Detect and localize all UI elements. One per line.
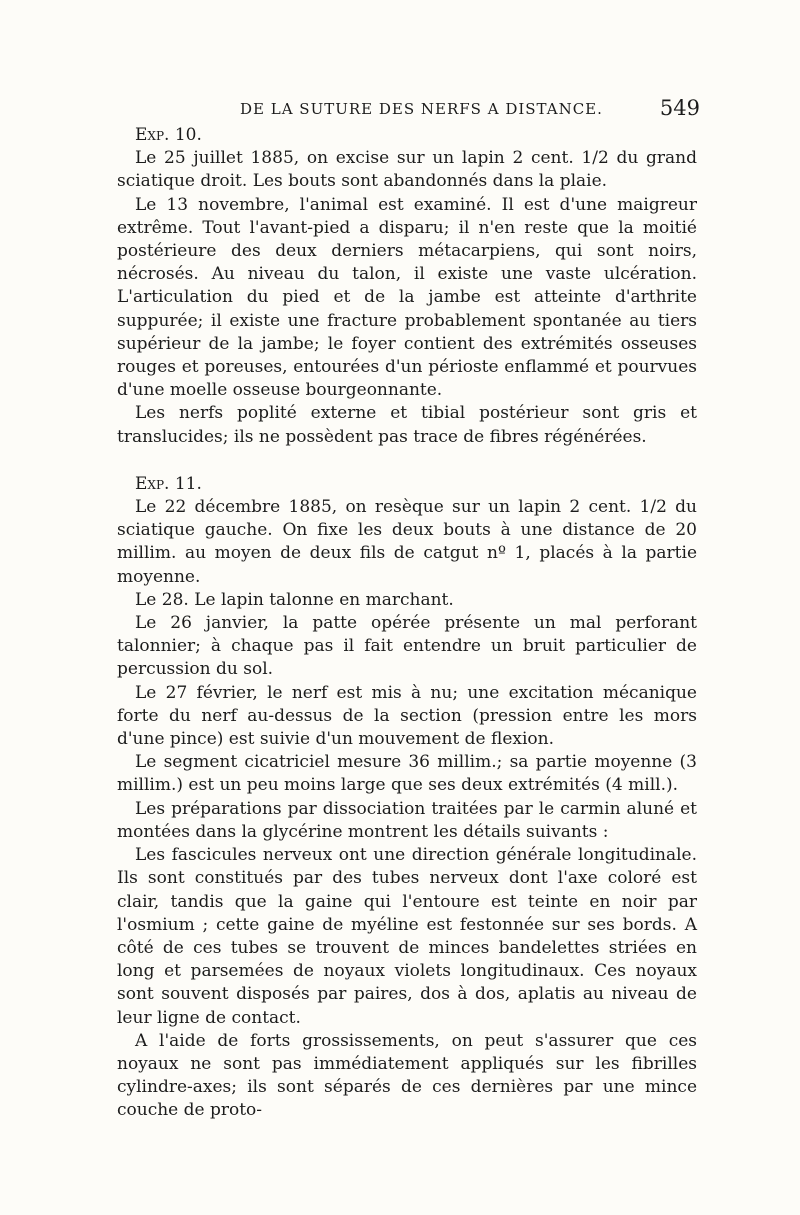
experiment-heading-11: Exp. 11. — [135, 473, 202, 494]
running-head: DE LA SUTURE DES NERFS A DISTANCE. — [240, 100, 603, 118]
experiment-heading-10: Exp. 10. — [135, 125, 202, 145]
section-gap — [117, 449, 697, 473]
paragraph: Les fascicules nerveux ont une direction générale longitudinale. Ils sont constitués par des tubes nerveux dont l'axe coloré est clair, tandis que la gaine qui l'entoure est teinte en noir par l'osmium ; cette gaine de myéline est festonnée sur ses bords. A côté de ces tubes se trouvent de minces bandelettes striées en long et parsemées de noyaux violets longitudinaux. Ces noyaux sont souvent disposés par paires, dos à dos, aplatis au niveau de leur ligne de contact. — [117, 845, 697, 1028]
paragraph: Le 28. Le lapin talonne en marchant. — [135, 589, 454, 610]
page-body — [117, 124, 697, 1123]
paragraph: Le 25 juillet 1885, on excise sur un lapin 2 cent. 1/2 du grand sciatique droit. Les bouts sont abandonnés dans la plaie. — [117, 148, 697, 192]
page-number: 549 — [659, 96, 700, 120]
paragraph: Le segment cicatriciel mesure 36 millim.; sa partie moyenne (3 millim.) est un peu moins large que ses deux extrémités (4 mill.). — [117, 752, 697, 796]
page-header — [120, 96, 700, 122]
paragraph: Le 13 novembre, l'animal est examiné. Il est d'une maigreur extrême. Tout l'avant-pied a disparu; il n'en reste que la moitié postérieure des deux derniers métacarpiens, qui sont noirs, nécrosés. Au niveau du talon, il existe une vaste ulcération. L'articulation du pied et de la jambe est atteinte d'arthrite suppurée; il existe une fracture probablement spontanée au tiers supérieur de la jambe; le foyer contient des extrémités osseuses rouges et poreuses, entourées d'un périoste enflammé et pourvues d'une moelle osseuse bourgeonnante. — [117, 194, 697, 401]
paragraph: Le 26 janvier, la patte opérée présente un mal perforant talonnier; à chaque pas il fait entendre un bruit particulier de percussion du sol. — [117, 613, 697, 680]
paragraph: Le 27 février, le nerf est mis à nu; une excitation mécanique forte du nerf au-dessus de la section (pression entre les mors d'une pince) est suivie d'un mouvement de flexion. — [117, 682, 697, 750]
paragraph: Les nerfs poplité externe et tibial postérieur sont gris et translucides; ils ne possèdent pas trace de fibres régénérées. — [117, 403, 697, 447]
paragraph: A l'aide de forts grossissements, on peut s'assurer que ces noyaux ne sont pas immédiatement appliqués sur les fibrilles cylindre-axes; ils sont séparés de ces dernières par une mince couche de proto- — [117, 1030, 697, 1121]
paragraph: Les préparations par dissociation traitées par le carmin aluné et montées dans la glycérine montrent les détails suivants : — [117, 798, 697, 842]
paragraph: Le 22 décembre 1885, on resèque sur un lapin 2 cent. 1/2 du sciatique gauche. On fixe les deux bouts à une distance de 20 millim. au moyen de deux fils de catgut nº 1, placés à la partie moyenne. — [117, 497, 697, 587]
